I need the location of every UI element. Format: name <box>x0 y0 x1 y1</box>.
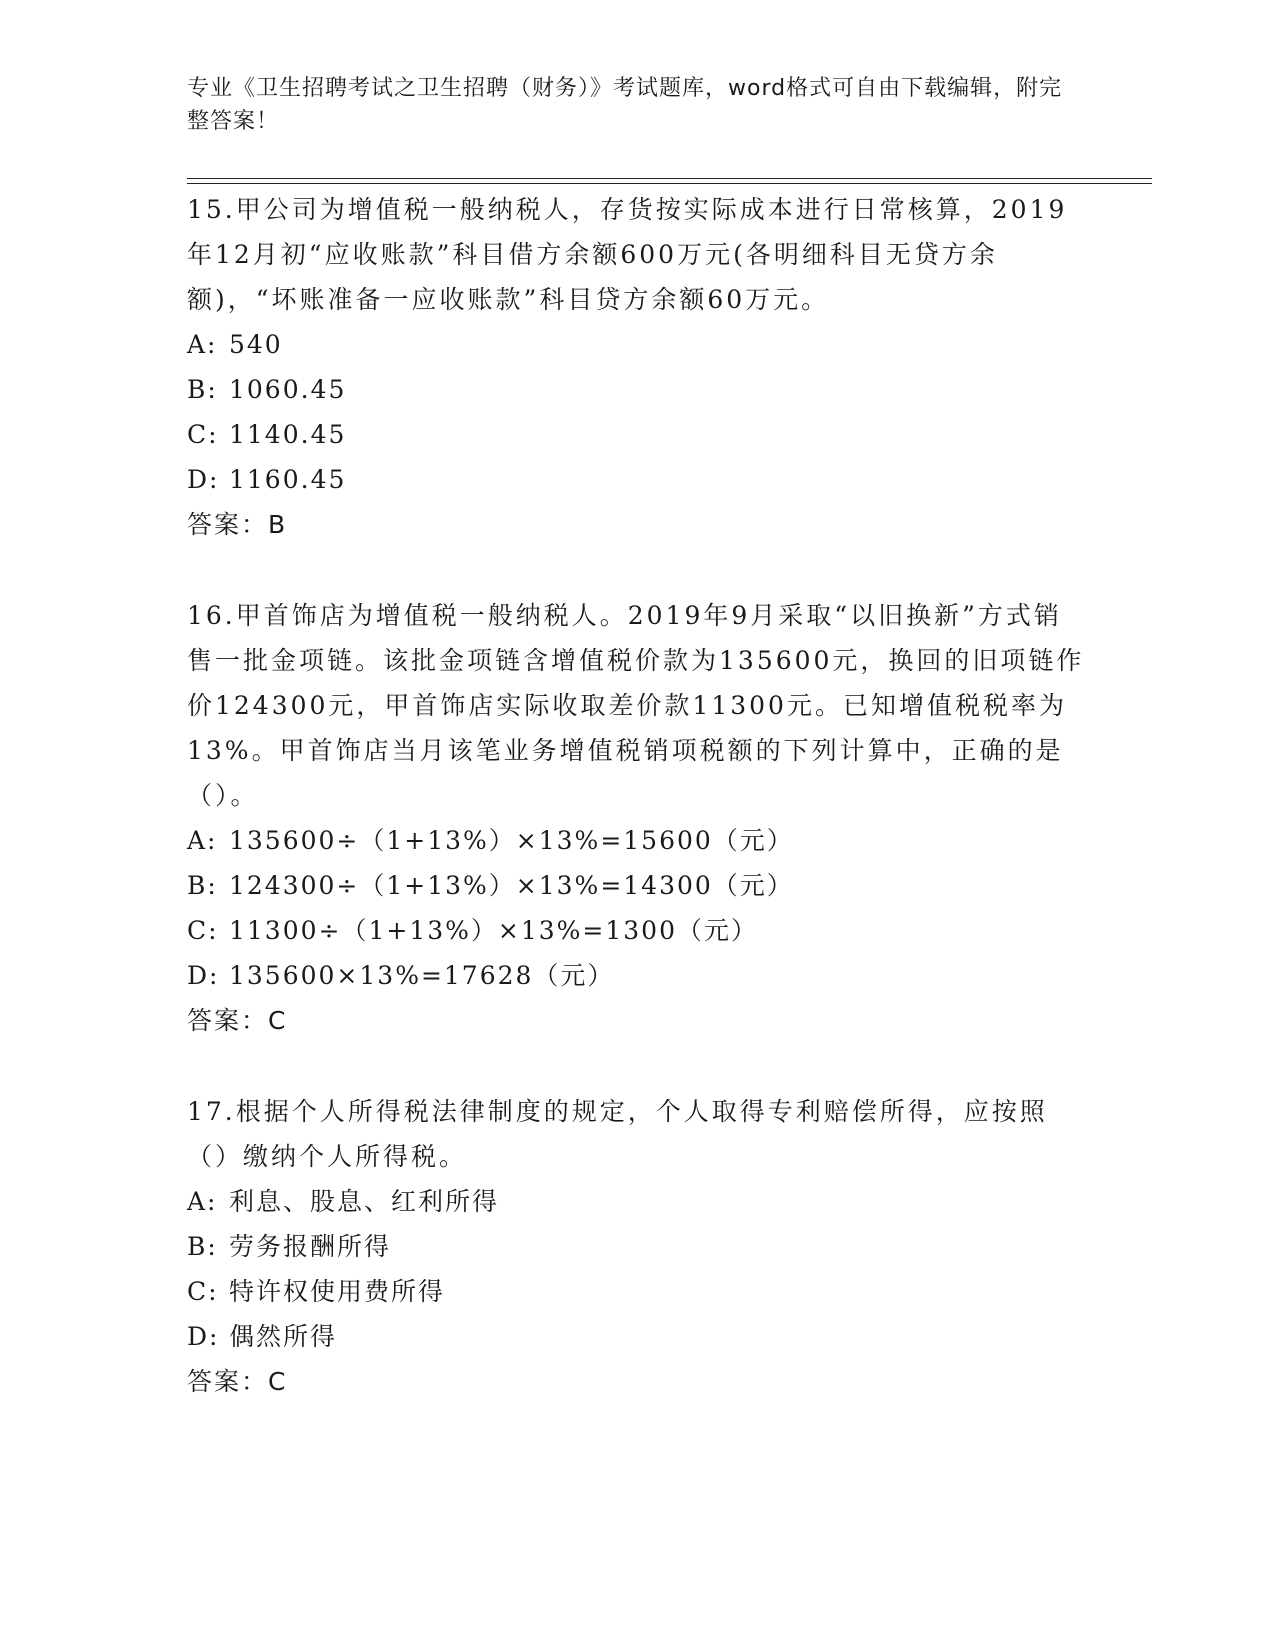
option-key: B: <box>187 1232 218 1261</box>
option-d <box>187 1314 1087 1359</box>
option-a <box>187 1179 1087 1224</box>
option-value: 124300÷（1+13%）×13%=14300（元） <box>229 871 794 900</box>
answer-line: 答案：C <box>187 1367 288 1396</box>
option-a <box>187 818 1087 863</box>
answer-line: 答案：B <box>187 510 288 539</box>
option-key: D: <box>187 1322 220 1351</box>
question-15 <box>187 187 1087 547</box>
question-17 <box>187 1089 1087 1404</box>
option-key: B: <box>187 871 218 900</box>
option-key: B: <box>187 375 218 404</box>
option-key: A: <box>187 330 218 359</box>
option-key: C: <box>187 916 219 945</box>
option-b <box>187 367 1087 412</box>
option-d <box>187 457 1087 502</box>
option-value: 135600÷（1+13%）×13%=15600（元） <box>229 826 794 855</box>
option-c <box>187 1269 1087 1314</box>
option-value: 特许权使用费所得 <box>229 1277 446 1306</box>
header-divider-bottom <box>187 183 1152 184</box>
option-b <box>187 863 1087 908</box>
answer-line: 答案：C <box>187 1006 288 1035</box>
option-a <box>187 322 1087 367</box>
document-header: 专业《卫生招聘考试之卫生招聘（财务）》考试题库，word格式可自由下载编辑，附完整答案！ <box>187 76 1063 134</box>
option-c <box>187 412 1087 457</box>
option-value: 劳务报酬所得 <box>229 1232 392 1261</box>
option-value: 1140.45 <box>229 420 347 449</box>
option-c <box>187 908 1087 953</box>
option-value: 135600×13%=17628（元） <box>229 961 615 990</box>
question-16 <box>187 593 1087 1043</box>
option-b <box>187 1224 1087 1269</box>
option-key: A: <box>187 826 218 855</box>
option-value: 利息、股息、红利所得 <box>229 1187 500 1216</box>
option-key: A: <box>187 1187 218 1216</box>
option-value: 偶然所得 <box>229 1322 338 1351</box>
option-value: 1160.45 <box>229 465 347 494</box>
option-d <box>187 953 1087 998</box>
option-key: C: <box>187 1277 219 1306</box>
option-value: 1060.45 <box>229 375 347 404</box>
option-key: D: <box>187 961 220 990</box>
option-key: D: <box>187 465 220 494</box>
question-text: 16.甲首饰店为增值税一般纳税人。2019年9月采取“以旧换新”方式销售一批金项链。该批金项链含增值税价款为135600元，换回的旧项链作价124300元，甲首饰店实际收取差价款11300元。已知增值税税率为13%。甲首饰店当月该笔业务增值税销项税额的下列计算中，正确的是（）。 <box>187 601 1085 810</box>
option-value: 540 <box>229 330 283 359</box>
option-value: 11300÷（1+13%）×13%=1300（元） <box>229 916 758 945</box>
option-key: C: <box>187 420 219 449</box>
question-text: 17.根据个人所得税法律制度的规定，个人取得专利赔偿所得，应按照（）缴纳个人所得税。 <box>187 1097 1048 1171</box>
header-divider-top <box>187 178 1152 179</box>
question-text: 15.甲公司为增值税一般纳税人，存货按实际成本进行日常核算，2019年12月初“应收账款”科目借方余额600万元(各明细科目无贷方余额)，“坏账准备一应收账款”科目贷方余额60万元。 <box>187 195 1068 314</box>
